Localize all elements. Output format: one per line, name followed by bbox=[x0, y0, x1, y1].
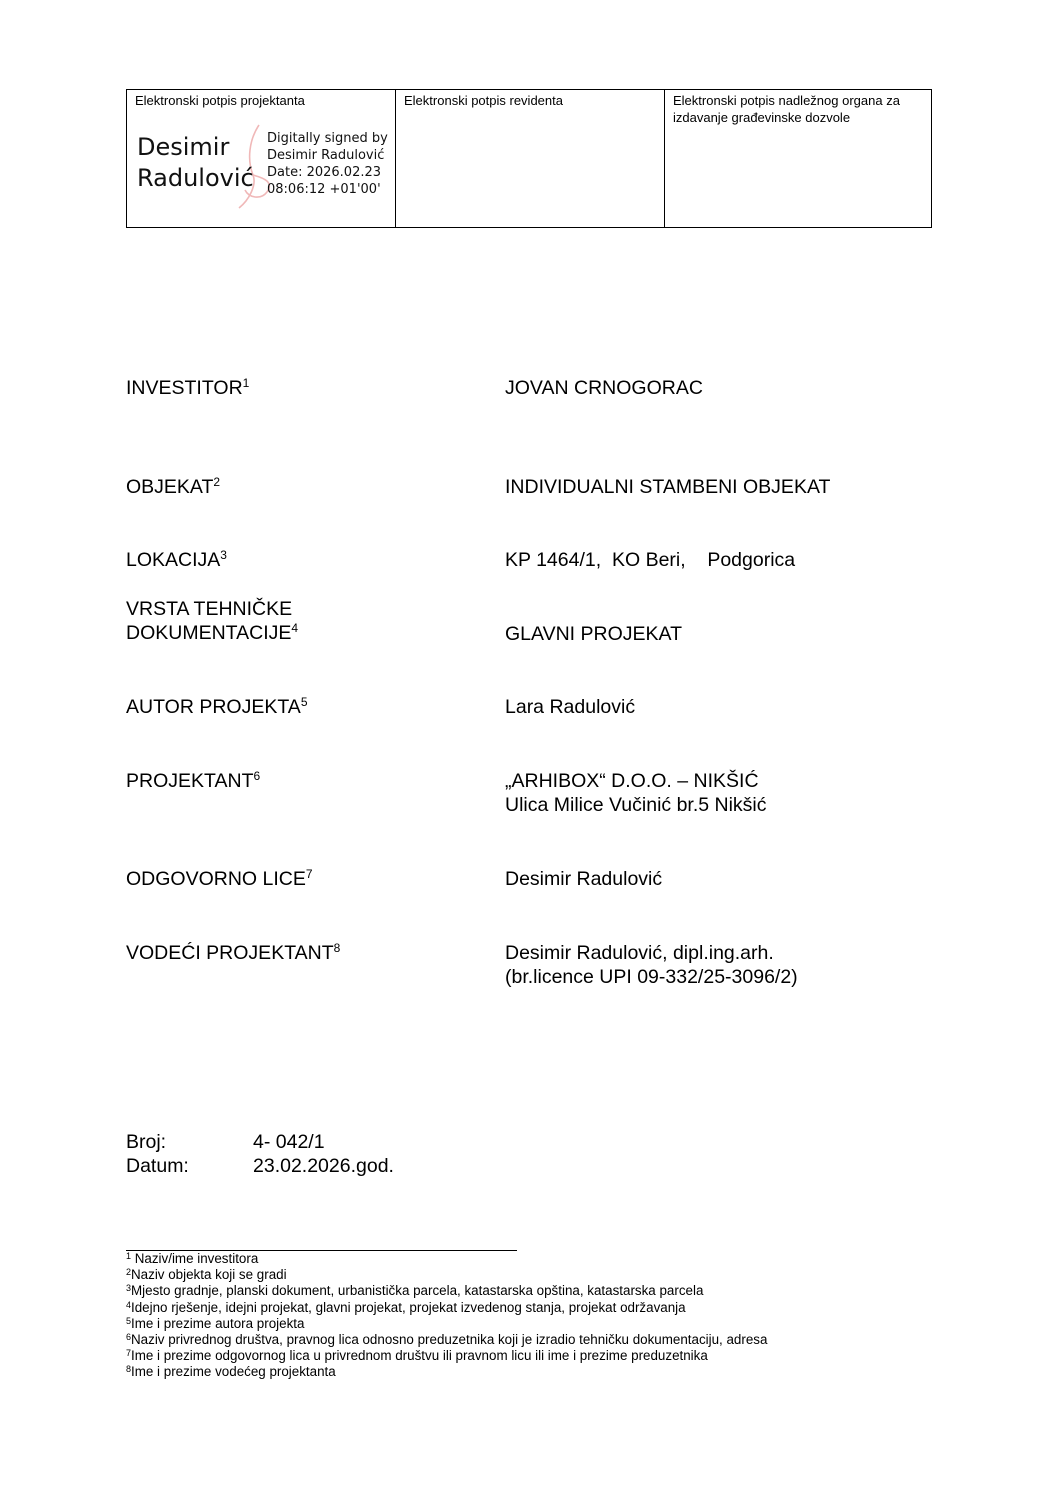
doc-type-value: GLAVNI PROJEKAT bbox=[505, 623, 682, 645]
lead-designer-value: Desimir Radulović, dipl.ing.arh. (br.licence UPI 09-332/25-3096/2) bbox=[505, 942, 798, 988]
responsible-value: Desimir Radulović bbox=[505, 868, 663, 890]
reviewer-signature-header: Elektronski potpis revidenta bbox=[404, 93, 563, 108]
footnote-item: $^1$ Naziv/ime investitora bbox=[126, 1251, 259, 1266]
lead-designer-label: VODEĆI PROJEKTANT$^8$ bbox=[126, 941, 341, 964]
footnote-item: $^2$Naziv objekta koji se gradi bbox=[126, 1267, 287, 1283]
author-label: AUTOR PROJEKTA$^5$ bbox=[126, 695, 308, 718]
location-label: LOKACIJA$^3$ bbox=[126, 548, 227, 571]
designer-label: PROJEKTANT$^6$ bbox=[126, 769, 261, 792]
location-value: KP 1464/1, KO Beri, Podgorica bbox=[505, 549, 796, 571]
footnote-item: $^8$Ime i prezime vodećeg projektanta bbox=[126, 1364, 336, 1380]
number-label: Broj: bbox=[126, 1131, 167, 1153]
footnote-item: $^5$Ime i prezime autora projekta bbox=[126, 1315, 305, 1331]
designer-value: „ARHIBOX“ D.O.O. – NIKŠIĆ Ulica Milice Vučinić br.5 Nikšić bbox=[505, 770, 767, 816]
footnote-item: $^4$Idejno rješenje, idejni projekat, glavni projekat, projekat izvedenog stanja, projekat održavanja bbox=[126, 1299, 686, 1315]
date-value: 23.02.2026.god. bbox=[253, 1155, 394, 1177]
footnotes bbox=[126, 1251, 767, 1381]
signature-table bbox=[126, 89, 932, 228]
footnote-item: $^6$Naziv privrednog društva, pravnog lica odnosno preduzetnika koji je izradio tehničku dokumentaciju, adresa bbox=[126, 1332, 768, 1348]
doc-type-label: VRSTA TEHNIČKE DOKUMENTACIJE$^4$ bbox=[126, 598, 299, 644]
footnote-item: $^3$Mjesto gradnje, planski dokument, urbanistička parcela, katastarska opština, katastarska parcela bbox=[126, 1283, 704, 1299]
signer-name: Desimir Radulović bbox=[137, 133, 254, 192]
authority-signature-cell bbox=[664, 90, 931, 227]
designer-signature-header: Elektronski potpis projektanta bbox=[135, 93, 305, 108]
digital-signature-details: Digitally signed by Desimir Radulović Date: 2026.02.23 08:06:12 +01'00' bbox=[267, 131, 388, 197]
investor-label: INVESTITOR$^1$ bbox=[126, 376, 250, 399]
object-value: INDIVIDUALNI STAMBENI OBJEKAT bbox=[505, 476, 831, 498]
designer-signature-cell bbox=[127, 90, 395, 227]
object-label: OBJEKAT$^2$ bbox=[126, 475, 221, 498]
responsible-label: ODGOVORNO LICE$^7$ bbox=[126, 867, 313, 890]
investor-value: JOVAN CRNOGORAC bbox=[505, 377, 703, 399]
authority-signature-header: Elektronski potpis nadležnog organa za izdavanje građevinske dozvole bbox=[673, 93, 900, 125]
date-label: Datum: bbox=[126, 1155, 189, 1177]
number-value: 4- 042/1 bbox=[253, 1131, 325, 1153]
reviewer-signature-cell bbox=[395, 90, 664, 227]
footnote-item: $^7$Ime i prezime odgovornog lica u privrednom društvu ili pravnom licu ili ime i prezime preduzetnika bbox=[126, 1348, 708, 1364]
author-value: Lara Radulović bbox=[505, 696, 636, 718]
